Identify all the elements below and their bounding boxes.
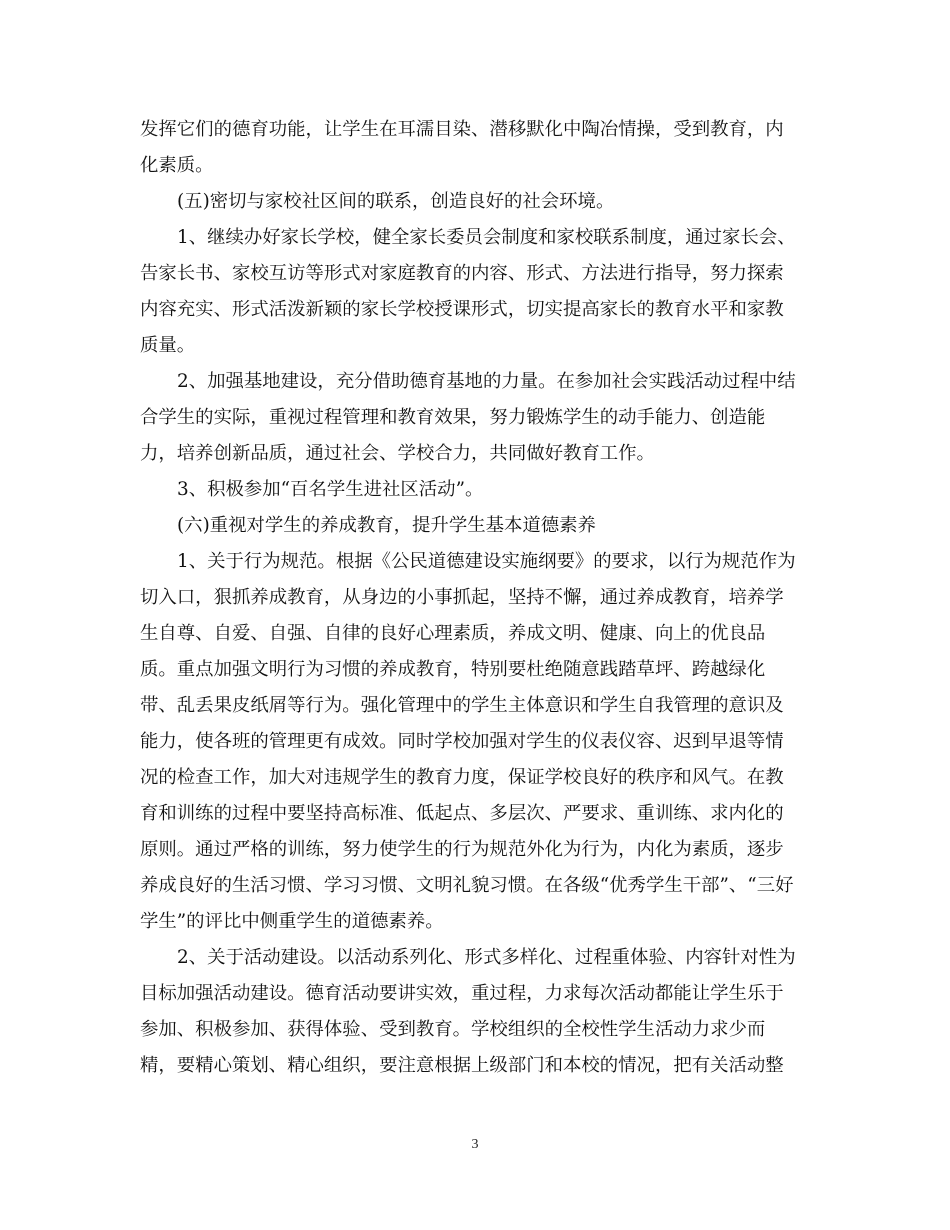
text-line: 质。重点加强文明行为习惯的养成教育，特别要杜绝随意践踏草坪、跨越绿化 xyxy=(140,659,766,680)
text-line: 告家长书、家校互访等形式对家庭教育的内容、形式、方法进行指导，努力探索 xyxy=(140,263,784,284)
text-line: 况的检查工作，加大对违规学生的教育力度，保证学校良好的秩序和风气。在教 xyxy=(140,767,784,788)
text-line: 精，要精心策划、精心组织，要注意根据上级部门和本校的情况，把有关活动整 xyxy=(140,1055,784,1076)
text-line: 目标加强活动建设。德育活动要讲实效，重过程，力求每次活动都能让学生乐于 xyxy=(140,983,784,1004)
text-line: 力，培养创新品质，通过社会、学校合力，共同做好教育工作。 xyxy=(140,443,655,464)
text-line: (六)重视对学生的养成教育，提升学生基本道德素养 xyxy=(177,515,596,536)
text-line: 切入口，狠抓养成教育，从身边的小事抓起，坚持不懈，通过养成教育，培养学 xyxy=(140,587,784,608)
text-line: 质量。 xyxy=(140,335,196,356)
text-line: 合学生的实际，重视过程管理和教育效果，努力锻炼学生的动手能力、创造能 xyxy=(140,407,766,428)
text-line: 3、积极参加“百名学生进社区活动”。 xyxy=(177,479,484,500)
text-line: 养成良好的生活习惯、学习习惯、文明礼貌习惯。在各级“优秀学生干部”、“三好 xyxy=(140,875,794,896)
text-line: 能力，使各班的管理更有成效。同时学校加强对学生的仪表仪容、迟到早退等情 xyxy=(140,731,784,752)
text-line: 1、关于行为规范。根据《公民道德建设实施纲要》的要求，以行为规范作为 xyxy=(177,551,796,572)
text-line: 生自尊、自爱、自强、自律的良好心理素质，养成文明、健康、向上的优良品 xyxy=(140,623,766,644)
text-line: 带、乱丢果皮纸屑等行为。强化管理中的学生主体意识和学生自我管理的意识及 xyxy=(140,695,784,716)
text-line: 育和训练的过程中要坚持高标准、低起点、多层次、严要求、重训练、求内化的 xyxy=(140,803,784,824)
text-line: 原则。通过严格的训练，努力使学生的行为规范外化为行为，内化为素质，逐步 xyxy=(140,839,784,860)
text-line: 2、加强基地建设，充分借助德育基地的力量。在参加社会实践活动过程中结 xyxy=(177,371,796,392)
page-number: 3 xyxy=(471,1137,479,1152)
text-line: 内容充实、形式活泼新颖的家长学校授课形式，切实提高家长的教育水平和家教 xyxy=(140,299,784,320)
text-line: 学生”的评比中侧重学生的道德素养。 xyxy=(140,911,444,932)
text-line: 发挥它们的德育功能，让学生在耳濡目染、潜移默化中陶冶情操，受到教育，内 xyxy=(140,119,784,140)
text-line: 2、关于活动建设。以活动系列化、形式多样化、过程重体验、内容针对性为 xyxy=(177,947,796,968)
text-line: 1、继续办好家长学校，健全家长委员会制度和家校联系制度，通过家长会、 xyxy=(177,227,796,248)
text-line: 化素质。 xyxy=(140,155,214,176)
document-body xyxy=(140,112,806,1084)
text-line: 参加、积极参加、获得体验、受到教育。学校组织的全校性学生活动力求少而 xyxy=(140,1019,766,1040)
text-line: (五)密切与家校社区间的联系，创造良好的社会环境。 xyxy=(177,191,615,212)
